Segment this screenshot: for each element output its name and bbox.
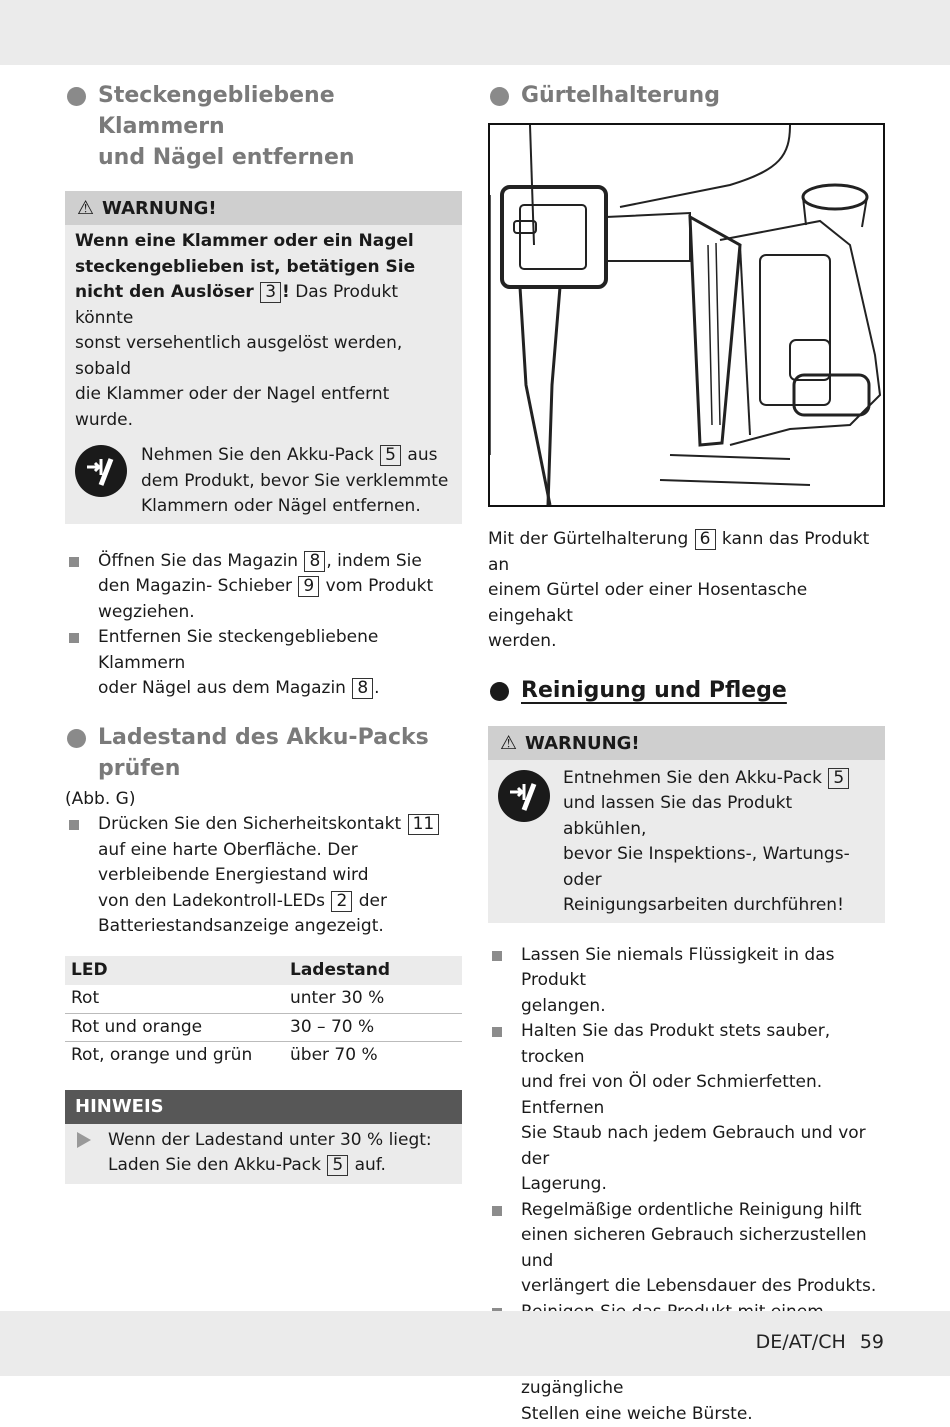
play-arrow-icon [77,1132,91,1148]
remove-battery-icon [498,770,550,822]
part-number-badge: 3 [260,282,281,303]
hint-header: HINWEIS [65,1090,462,1124]
bullet-dot-icon [490,87,509,106]
list-item: Entfernen Sie steckengebliebene Klammern oder Nägel aus dem Magazin 8 . [65,625,462,702]
section-heading-cleaning: Reinigung und Pflege [488,675,885,706]
part-number-badge: 5 [380,445,401,466]
table-header-cell: Ladestand [284,956,462,986]
square-bullet-icon [492,1027,502,1037]
table-cell: 30 – 70 % [284,1013,462,1042]
part-number-badge: 5 [828,768,849,789]
table-cell: Rot [65,985,284,1013]
part-number-badge: 6 [695,529,716,550]
part-number-badge: 11 [408,814,440,835]
table-cell: über 70 % [284,1042,462,1070]
warning-text: Wenn eine Klammer oder ein Nagel steckengeblieben ist, betätigen Sie nicht den Auslöser 3 ! Das Produkt könnte sonst versehentlich ausgelöst werden, sobald die Klammer oder der Nagel entfernt wurde. [65,225,462,433]
section-heading-jams: Steckengebliebene Klammern und Nägel entfernen [65,80,462,173]
warning-icon-note: Entnehmen Sie den Akku-Pack 5 und lassen Sie das Produkt abkühlen, bevor Sie Inspektions-, Wartungs- oder Reinigungsarbeiten durchführen! [488,760,885,923]
list-item: zugängliche Stellen eine weiche Bürste. [488,1300,885,1427]
top-bar [0,0,950,65]
hint-text: Wenn der Ladestand unter 30 % liegt: Laden Sie den Akku-Pack 5 auf. [65,1124,462,1184]
part-number-badge: 9 [298,576,319,597]
square-bullet-icon [69,633,79,643]
square-bullet-icon [69,557,79,567]
section-heading-charge-level: Ladestand des Akku-Packs prüfen [65,722,462,784]
hint-box [65,1090,462,1184]
table-cell: Rot, orange und grün [65,1042,284,1070]
part-number-badge: 5 [327,1155,348,1176]
square-bullet-icon [69,820,79,830]
warning-icon-note: Nehmen Sie den Akku-Pack 5 aus dem Produkt, bevor Sie verklemmte Klammern oder Nägel entfernen. [65,433,462,524]
remove-battery-icon [75,445,127,497]
page-footer [756,1331,884,1353]
section-heading-belt-clip: Gürtelhalterung [488,80,885,111]
bullet-dot-icon [67,729,86,748]
warning-triangle-icon: ⚠ [500,732,517,754]
part-number-badge: 2 [331,891,352,912]
warning-header: ⚠ WARNUNG! [488,726,885,760]
belt-clip-paragraph: Mit der Gürtelhalterung 6 kann das Produkt an einem Gürtel oder einer Hosentasche eingehakt werden. [488,527,885,655]
page-number: 59 [860,1331,884,1353]
bullet-dot-icon [67,87,86,106]
table-header-cell: LED [65,956,284,986]
list-item: Lassen Sie niemals Flüssigkeit in das Produkt gelangen. [488,943,885,1020]
part-number-badge: 8 [304,551,325,572]
list-item: Drücken Sie den Sicherheitskontakt 11 auf eine harte Oberfläche. Der verbleibende Energiestand wird von den Ladekontroll-LEDs 2 der Batteriestandsanzeige angezeigt. [65,812,462,940]
list-item: Öffnen Sie das Magazin 8 , indem Sie den Magazin- Schieber 9 vom Produkt wegziehen. [65,549,462,626]
table-header-row [65,956,462,986]
belt-clip-illustration [488,123,885,507]
region-label: DE/AT/CH [756,1331,846,1353]
charge-level-table [65,956,462,1070]
jam-steps-list [65,549,462,702]
list-item: Halten Sie das Produkt stets sauber, trocken und frei von Öl oder Schmierfetten. Entfernen Sie Staub nach jedem Gebrauch und vor der Lagerung. [488,1019,885,1198]
list-item: Regelmäßige ordentliche Reinigung hilft einen sicheren Gebrauch sicherzustellen und verlängert die Lebensdauer des Produkts. [488,1198,885,1300]
right-column [488,80,885,1427]
table-row [65,1013,462,1042]
table-cell: Rot und orange [65,1013,284,1042]
table-cell: unter 30 % [284,985,462,1013]
cleaning-warning-box [488,726,885,923]
warning-header: ⚠ WARNUNG! [65,191,462,225]
warning-box [65,191,462,524]
bullet-dot-icon [490,682,509,701]
left-column [65,80,462,1184]
part-number-badge: 8 [352,678,373,699]
table-row [65,1042,462,1070]
warning-triangle-icon: ⚠ [77,197,94,219]
charge-level-text: (Abb. G) Drücken Sie den Sicherheitskontakt 11 auf eine harte Oberfläche. Der verbleibende Energiestand wird von den Ladekontroll-LEDs 2 der Batteriestandsanzeige angezeigt. [65,787,462,940]
square-bullet-icon [492,1206,502,1216]
square-bullet-icon [492,951,502,961]
table-row [65,985,462,1013]
